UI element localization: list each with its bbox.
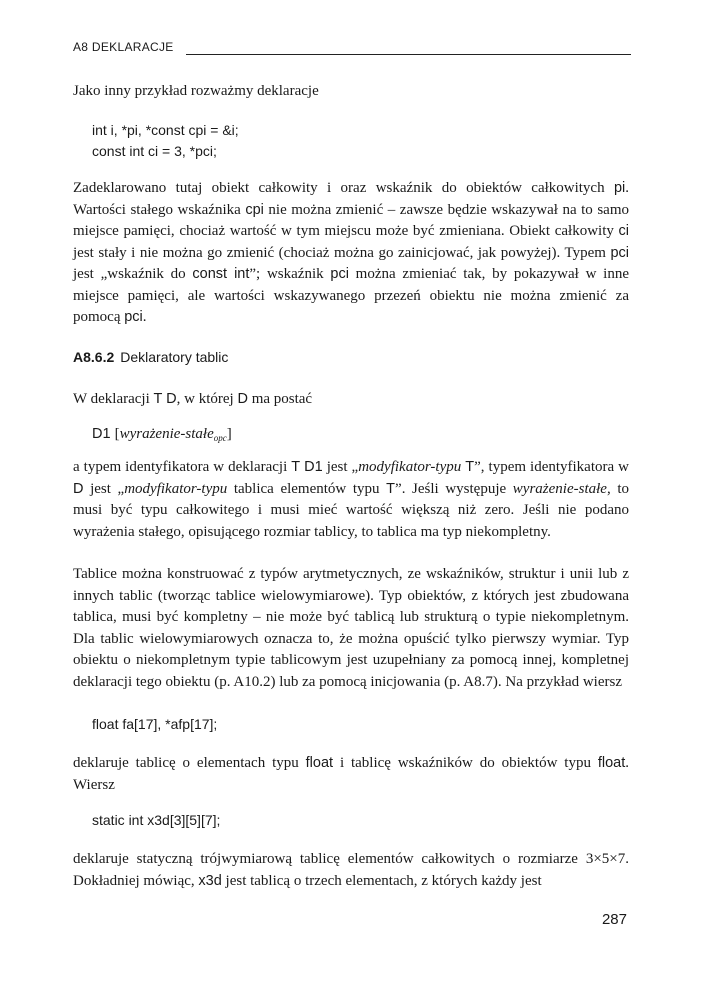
header-rule bbox=[186, 54, 631, 55]
inline-code: pci bbox=[330, 266, 349, 282]
inline-code: cpi bbox=[245, 201, 264, 218]
paragraph-array-construction: Tablice można konstruować z typów arytmetycznych, ze wskaźników, struktur i unii lub z innych tablic (tworząc tablice wielowymiarowe). Typ obiektów, z których jest zbudowana tablica, musi być kompletny – nie może być tablicą lub strukturą o typie niekompletnym. Dla tablic wielowymiarowych oznacza to, że można opuścić tylko pierwszy wymiar. Typ obiektu o niekompletnym typie tablicowym jest uzupełniany za pomocą innej, kompletnej deklaracji tego obiektu (p. A10.2) lub za pomocą inicjowania (p. A8.7). Na przykład wiersz bbox=[73, 566, 629, 690]
inline-code: T D bbox=[153, 391, 177, 407]
inline-code: D bbox=[237, 391, 248, 407]
paragraph-declaration-form: W deklaracji T D, w której D ma postać bbox=[73, 391, 313, 407]
inline-code: const int bbox=[192, 266, 250, 282]
running-header bbox=[73, 40, 631, 60]
section-heading bbox=[73, 349, 228, 365]
code-line: int i, *pi, *const cpi = &i; bbox=[92, 122, 239, 138]
inline-code: D bbox=[73, 480, 84, 497]
declarator-syntax: D1 [wyrażenie-stałe$_{opc}$] bbox=[92, 426, 232, 443]
section-title: Deklaratory tablic bbox=[120, 349, 229, 365]
inline-code: T bbox=[386, 480, 396, 497]
section-number: A8.6.2 bbox=[73, 349, 115, 365]
header-title: A8 DEKLARACJE bbox=[73, 40, 174, 54]
inline-code: pi bbox=[613, 180, 626, 196]
page-number: 287 bbox=[601, 911, 627, 928]
inline-code: float bbox=[597, 755, 626, 771]
paragraph-float-arrays: deklaruje tablicę o elementach typu float i tablicę wskaźników do obiektów typu float. Wiersz bbox=[73, 755, 629, 793]
code-block-declarations bbox=[92, 120, 239, 162]
paragraph-array-type: a typem identyfikatora w deklaracji T D1 jest „modyfikator-typu T”, typem identyfikatora w D jest „modyfikator-typu tablica elementów typu T”. Jeśli występuje wyrażenie-stałe, to musi być typu całkowitego i musi mieć wartość większą niż zero. Jeśli nie podano wyrażenia stałego, opisującego rozmiar tablicy, to tablica ma typ niekompletny. bbox=[73, 459, 629, 540]
code-line: static int x3d[3][5][7]; bbox=[92, 812, 221, 828]
intro-paragraph: Jako inny przykład rozważmy deklaracje bbox=[73, 83, 319, 99]
paragraph-3d-array: deklaruje statyczną trójwymiarową tablicę elementów całkowitych o rozmiarze 3×5×7. Dokładniej mówiąc, x3d jest tablicą o trzech elementach, z których każdy jest bbox=[73, 851, 629, 889]
code-block-3d-array bbox=[92, 810, 220, 831]
code-block-float-arrays bbox=[92, 714, 217, 735]
inline-code: pci bbox=[610, 244, 629, 261]
inline-code: T bbox=[465, 459, 475, 475]
inline-code: x3d bbox=[198, 872, 222, 889]
inline-code: float bbox=[305, 755, 334, 771]
inline-code: ci bbox=[618, 223, 629, 239]
inline-code: pci bbox=[124, 309, 143, 325]
code-line: const int ci = 3, *pci; bbox=[92, 143, 217, 159]
inline-code: T D1 bbox=[291, 459, 323, 475]
paragraph-const-explanation: Zadeklarowano tutaj obiekt całkowity i oraz wskaźnik do obiektów całkowitych pi. Wartości stałego wskaźnika cpi nie można zmienić – zawsze będzie wskazywał na to samo miejsce pamięci, chociaż wartość w tym miejscu może być zmieniana. Obiekt całkowity ci jest stały i nie można go zmienić (chociaż można go zainicjować, jak powyżej). Typem pci jest „wskaźnik do const int”; wskaźnik pci można zmieniać tak, by pokazywał w inne miejsce pamięci, ale wartości wskazywanego przezeń obiektu nie można zmienić za pomocą pci. bbox=[73, 180, 629, 325]
code-line: float fa[17], *afp[17]; bbox=[92, 716, 218, 732]
